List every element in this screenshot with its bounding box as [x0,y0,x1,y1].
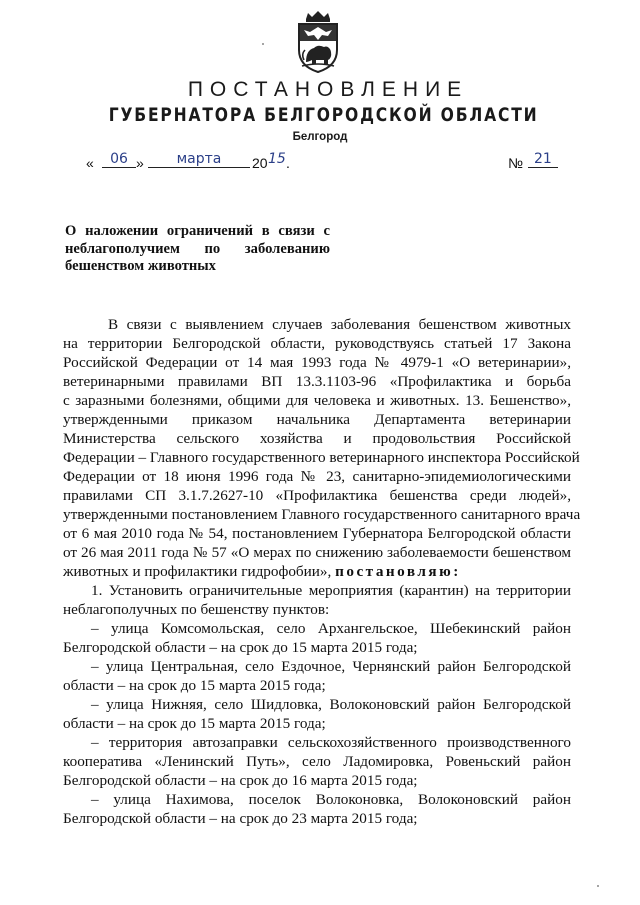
date-close-quote: » [136,155,144,171]
body-line: области – на срок до 15 марта 2015 года; [63,677,326,694]
body-line: Министерства сельского хозяйства и продовольствия Российской [63,430,571,447]
body-line: Российской Федерации от 14 мая 1993 года № 4979-1 «О ветеринарии», [63,354,571,371]
body-line: – территория автозаправки сельскохозяйственного производственного [91,734,571,751]
document-body [63,315,581,828]
body-line: – улица Нахимова, поселок Волоконовка, Волоконовский район [91,791,571,808]
body-line: утвержденными приказом начальника Департамента ветеринарии [63,411,571,428]
subject-line: неблагополучием по заболеванию [65,240,330,257]
quarantine-item [63,657,571,695]
body-line: области – на срок до 15 марта 2015 года; [63,715,326,732]
city-label: Белгород [292,131,348,143]
subject-line: бешенством животных [65,258,216,274]
body-line: правилами СП 3.1.7.2627-10 «Профилактика бешенства среди людей», [63,487,571,504]
body-line: Белгородской области – на срок до 15 марта 2015 года; [63,639,418,656]
body-line: от 6 мая 2010 года № 54, постановлением Губернатора Белгородской области [63,525,571,542]
quarantine-item [63,695,571,733]
body-line: утвержденными постановлением Главного государственного санитарного врача [63,506,581,523]
quarantine-item [63,790,571,828]
quarantine-item [63,733,571,790]
document-number: 21 [528,151,558,168]
body-line [63,562,571,581]
number-sign: № [508,155,524,171]
body-line: с заразными болезнями, общими для человека и животных. 13. Бешенство», [63,392,571,409]
date-day: 06 [102,151,136,168]
subject-line: О наложении ограничений в связи с [65,223,330,239]
body-line: ветеринарными правилами ВП 13.3.1103-96 «Профилактика и борьба [63,373,571,390]
resolution-keyword: постановляю: [335,563,461,580]
quarantine-item [63,619,571,657]
date-dot: . [286,155,290,171]
date-year-prefix: 20 [252,155,268,171]
scan-speck [597,885,599,887]
body-line: Белгородской области – на срок до 16 марта 2015 года; [63,772,418,789]
resolution-prefix: животных и профилактики гидрофобии», [63,563,332,580]
body-line: кооператива «Ленинский Путь», село Ладомировка, Ровеньский район [63,753,571,770]
body-line: Белгородской области – на срок до 23 марта 2015 года; [63,810,418,827]
coat-of-arms-icon [292,10,344,74]
document-type-title: ПОСТАНОВЛЕНИЕ [187,78,469,101]
body-line: – улица Нижняя, село Шидловка, Волоконовский район Белгородской [91,696,571,713]
preamble-paragraph [63,315,581,581]
issuer-title: ГУБЕРНАТОРА БЕЛГОРОДСКОЙ ОБЛАСТИ [108,104,539,126]
body-line: Федерации от 18 июня 1996 года № 23, санитарно-эпидемиологическими [63,468,571,485]
body-line: на территории Белгородской области, руководствуясь статьей 17 Закона [63,335,571,352]
date-month: марта [148,151,250,168]
body-line: В связи с выявлением случаев заболевания бешенством животных [108,316,571,333]
body-line: Федерации – Главного государственного ветеринарного инспектора Российской [63,449,580,466]
date-year-suffix: 15 [268,151,286,167]
scan-speck [262,43,264,45]
body-line: от 26 мая 2011 года № 57 «О мерах по снижению заболеваемости бешенством [63,544,571,561]
item-1-paragraph [63,581,571,619]
document-subject [65,223,330,276]
body-line: 1. Установить ограничительные мероприятия (карантин) на территории [91,582,571,599]
body-line: – улица Центральная, село Ездочное, Чернянский район Белгородской [91,658,571,675]
body-line: – улица Комсомольская, село Архангельское, Шебекинский район [91,620,571,637]
body-line: неблагополучных по бешенству пунктов: [63,601,330,618]
date-open-quote: « [86,155,94,171]
